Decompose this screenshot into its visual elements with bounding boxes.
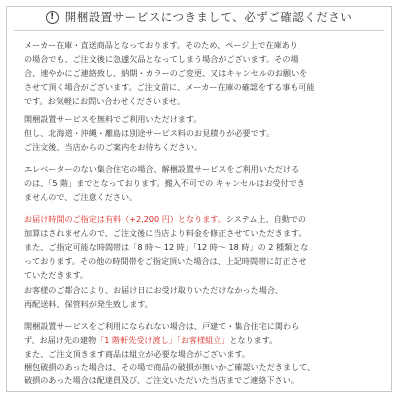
- text-line: [24, 212, 380, 226]
- text-line: 但し、北海道・沖縄・離島は別途サービス料のお見積りが必要です。: [24, 128, 275, 138]
- text-line: ませんので、ご注意ください。: [24, 192, 138, 202]
- notice-header: [14, 9, 384, 25]
- text-line: また、ご指定可能な時間帯は「8 時～ 12 時」「12 時～ 18 時」の 2 種類とな: [24, 242, 309, 252]
- paid-time-notice: お届け時間のご指定は有料（+2,200 円）となります。: [24, 214, 226, 224]
- stock-paragraph: [24, 38, 380, 108]
- text-line: エレベーターのない集合住宅の場合、解梱設置サービスをご利用いただける: [24, 164, 300, 174]
- damage-paragraph: [24, 361, 380, 387]
- notice-title: 開梱設置サービスにつきまして、必ずご確認ください: [64, 10, 353, 24]
- text-line: のは、「5 階」までとなっております。搬入不可での キャンセルはお受付でき: [24, 178, 305, 188]
- text-line: ていただきます。: [24, 270, 89, 280]
- text-line: ご注文後、当店からのご案内をお待ちください。: [24, 142, 203, 152]
- text-line: っております。その他の時間帯をご指定頂いた場合は、上記時間帯に訂正させ: [24, 256, 307, 266]
- text-line: 開梱設置サービスをご利用になられない場合は、戸建て・集合住宅に関わら: [24, 321, 300, 331]
- free-service-paragraph: [24, 112, 380, 154]
- text-line: 梱包破損のあった場合は、その場で商品の破損が無いかご確認いただきまして、: [24, 362, 316, 372]
- text-line: 加算はされませんので、ご注文後に当店より料金を修正させていただきます。: [24, 228, 307, 238]
- first-floor-handover-notice: 「1 階軒先受け渡し」「お客様組立」: [96, 335, 230, 345]
- text-line: お客様のご都合により、お届け日にお受け取りいただけなかった場合、: [24, 285, 284, 295]
- text-line: また、ご注文頂きます商品は組立が必要な場合がございます。: [24, 349, 250, 359]
- text-line: 合、速やかにご連絡致し、納期・カラーのご変更、又はキャンセルのお願いを: [24, 68, 308, 78]
- exclamation-circle-icon: !: [46, 11, 59, 24]
- entrance-paragraph: [24, 319, 380, 361]
- text-fragment: システム上、自動での: [225, 214, 306, 224]
- absence-paragraph: [24, 283, 380, 311]
- text-line: メーカー在庫・直送商品となっております。そのため、ページ上で在庫あり: [24, 40, 298, 50]
- text-fragment: ず、お届け先の建物: [24, 335, 97, 345]
- text-line: 開梱設置サービスを無料でご利用いただけます。: [24, 114, 202, 124]
- elevator-paragraph: [24, 162, 380, 204]
- text-line: です。お気軽にお問い合わせくださいませ。: [24, 96, 185, 106]
- text-fragment: となります。: [229, 335, 278, 345]
- text-line: の場合でも、ご注文後に急遽欠品となってしまう場合がございます。その場: [24, 54, 299, 64]
- text-line: [24, 333, 380, 347]
- text-line: させて頂く場合がございます。ご注文前に、メーカー在庫の確認をする事も可能: [24, 82, 315, 92]
- header-divider: [14, 30, 384, 31]
- text-line: 破損のあった場合は配達員及び、ご注文いただいた当店までご連絡下さい。: [24, 375, 299, 385]
- text-line: 再配送料、保管料が発生致します。: [24, 299, 153, 309]
- delivery-time-paragraph: [24, 212, 380, 282]
